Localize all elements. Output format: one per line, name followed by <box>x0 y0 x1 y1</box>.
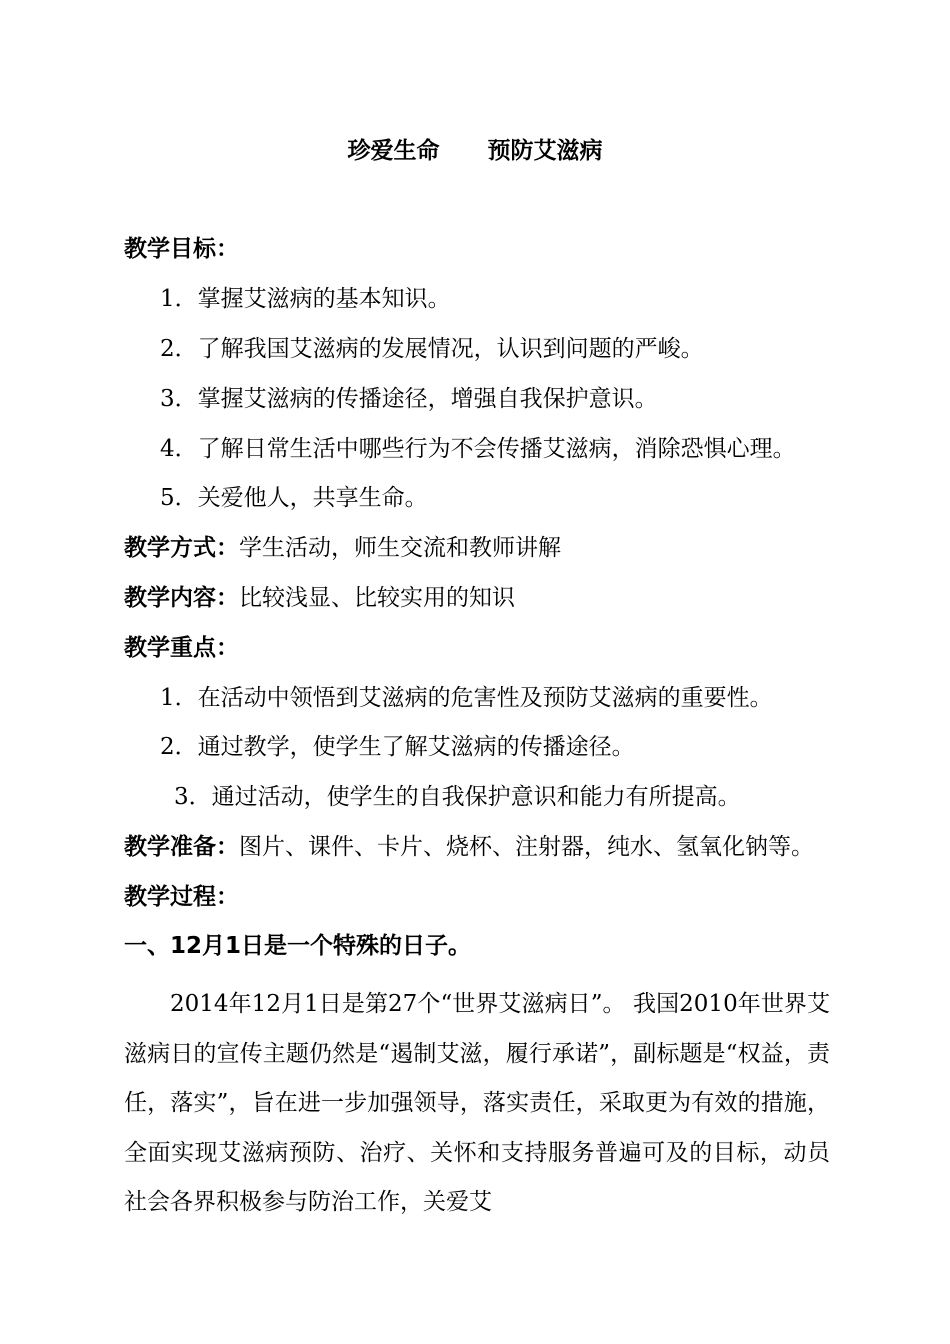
preparation-row <box>124 832 814 862</box>
focus-item: 2．通过教学，使学生了解艾滋病的传播途径。 <box>160 734 635 760</box>
preparation-value: 图片、课件、卡片、烧杯、注射器，纯水、氢氧化钠等。 <box>239 834 814 860</box>
objective-item: 4．了解日常生活中哪些行为不会传播艾滋病，消除恐惧心理。 <box>160 436 796 462</box>
method-value: 学生活动，师生交流和教师讲解 <box>239 535 561 561</box>
section-paragraph: 2014年12月1日是第27个“世界艾滋病日”。 我国2010年世界艾滋病日的宣传主题仍然是“遏制艾滋，履行承诺”，副标题是“权益，责任，落实”，旨在进一步加强领导，落实责任，采取更为有效的措施，全面实现艾滋病预防、治疗、关怀和支持服务普遍可及的目标，动员社会各界积极参与防治工作，关爱艾 <box>124 991 830 1215</box>
document-title: 珍爱生命 预防艾滋病 <box>347 138 603 164</box>
objective-item: 5．关爱他人，共享生命。 <box>160 485 428 511</box>
objective-item: 3．掌握艾滋病的传播途径，增强自我保护意识。 <box>160 386 658 412</box>
process-heading: 教学过程： <box>124 884 239 910</box>
objectives-heading: 教学目标： <box>124 236 239 262</box>
focus-item: 1．在活动中领悟到艾滋病的危害性及预防艾滋病的重要性。 <box>160 685 773 711</box>
section-heading: 一、12月1日是一个特殊的日子。 <box>124 933 472 959</box>
method-label: 教学方式： <box>124 535 239 561</box>
objective-item: 1．掌握艾滋病的基本知识。 <box>160 286 451 312</box>
preparation-label: 教学准备： <box>124 834 239 860</box>
focus-item: 3．通过活动，使学生的自我保护意识和能力有所提高。 <box>174 784 741 810</box>
objective-item: 2．了解我国艾滋病的发展情况，认识到问题的严峻。 <box>160 336 704 362</box>
content-label: 教学内容： <box>124 585 239 611</box>
focus-heading: 教学重点： <box>124 635 239 661</box>
content-value: 比较浅显、比较实用的知识 <box>239 585 515 611</box>
method-row <box>124 533 561 563</box>
content-row <box>124 583 515 613</box>
